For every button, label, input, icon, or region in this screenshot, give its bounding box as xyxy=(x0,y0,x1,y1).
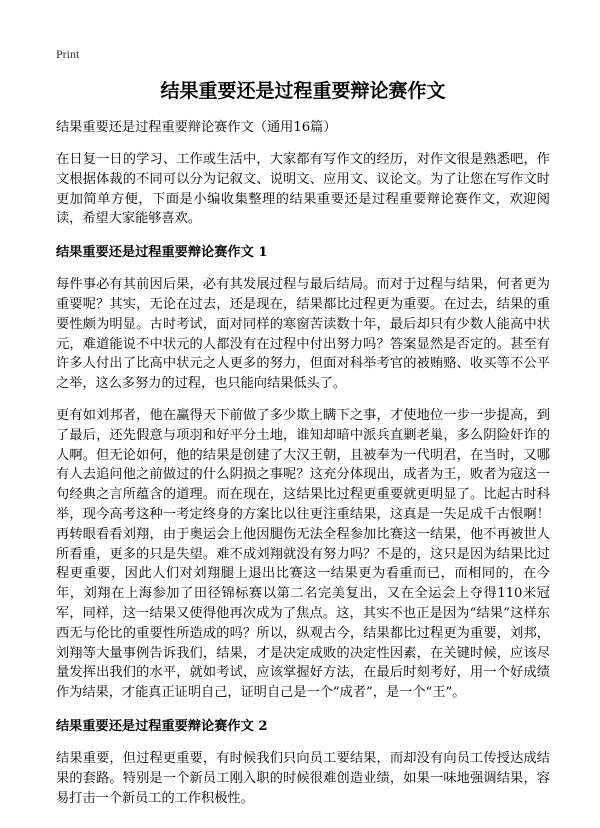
section-heading-2: 结果重要还是过程重要辩论赛作文 2 xyxy=(56,718,268,734)
document-subtitle: 结果重要还是过程重要辩论赛作文（通用16篇） xyxy=(56,120,337,135)
section-2-paragraph-1: 结果重要，但过程更重要，有时候我们只向员工要结果，而却没有向员工传授达成结果的套路。特别是一个新员工刚入职的时候很难创造业绩，如果一味地强调结果，容易打击一个新员工的工作积极性。 xyxy=(56,750,550,806)
section-1-paragraph-1: 每件事必有其前因后果，必有其发展过程与最后结局。而对于过程与结果，何者更为重要呢？其实，无论在过去，还是现在，结果都比过程更为重要。在过去，结果的重要性颇为明显。古时考试，面对同样的寒窗苦读数十年，最后却只有少数人能高中状元，难道能说不中状元的人都没有在过程中付出努力吗？答案显然是否定的。甚至有许多人付出了比高中状元之人更多的努力，但面对科举考官的被贿赂、收买等不公平之举，这么多努力的过程，也只能向结果低头了。 xyxy=(56,277,550,392)
print-link[interactable]: Print xyxy=(56,47,80,61)
section-1-paragraph-2: 更有如刘邦者，他在赢得天下前做了多少欺上瞒下之事，才使地位一步一步提高，到了最后，还先假意与项羽和好平分土地，谁知却暗中派兵直剿老巢，多么阴险奸诈的人啊。但无论如何，他的结果是创建了大汉王朝，且被奉为一代明君，在当时，又哪有人去追问他之前做过的什么阴损之事呢？这充分体现出，成者为王，败者为寇这一句经典之言所蕴含的道理。而在现在，这结果比过程更重要就更明显了。比起古时科举，现今高考这种一考定终身的方案比以往更注重结果，这真是一失足成千古恨啊！再转眼看看刘翔，由于奥运会上他因腿伤无法全程参加比赛这一结果，他不再被世人所看重，更多的只是失望。难不成刘翔就没有努力吗？不是的，这只是因为结果比过程更重要，因此人们对刘翔腿上退出比赛这一结果更为看重而已，而相同的，在今年，刘翔在上海参加了田径锦标赛以第二名完美复出，又在全运会上夺得110米冠军，同样，这一结果又使得他再次成为了焦点。这，其实不也正是因为“结果”这样东西无与伦比的重要性所造成的吗？所以，纵观古今，结果都比过程更为重要，刘邦，刘翔等大量事例告诉我们，结果，才是决定成败的决定性因素，在关键时候，应该尽量发挥出我们的水平，就如考试，应该掌握好方法，在最后时刻考好，用一个好成绩作为结果，才能真正证明自己，证明自己是一个“成者”，是一个“王”。 xyxy=(56,407,550,701)
section-heading-1: 结果重要还是过程重要辩论赛作文 1 xyxy=(56,245,268,261)
document-title: 结果重要还是过程重要辩论赛作文 xyxy=(160,80,446,102)
intro-paragraph: 在日复一日的学习、工作或生活中，大家都有写作文的经历，对作文很是熟悉吧，作文根据体裁的不同可以分为记叙文、说明文、应用文、议论文。为了让您在写作文时更加简单方便，下面是小编收集整理的结果重要还是过程重要辩论赛作文，欢迎阅读，希望大家能够喜欢。 xyxy=(56,152,550,227)
document-page xyxy=(56,78,550,820)
